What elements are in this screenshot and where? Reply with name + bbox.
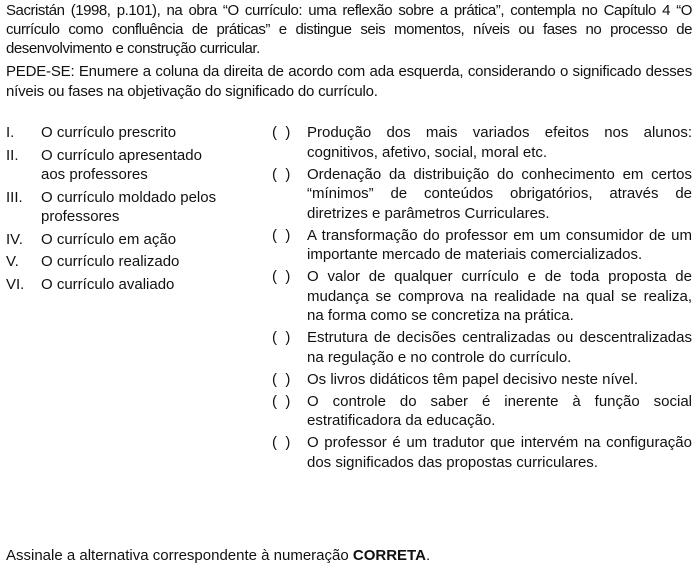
answer-blank[interactable]: ( ) <box>272 329 291 346</box>
left-item-6 <box>6 275 266 295</box>
item-text: O currículo prescrito <box>41 124 177 141</box>
footer-emphasis: CORRETA <box>352 547 426 564</box>
right-column-list <box>272 123 692 475</box>
answer-blank[interactable]: ( ) <box>272 370 291 388</box>
item-text: Produção dos mais variados efeitos nos alunos: cognitivos, afetivo, social, moral etc. <box>307 124 692 161</box>
right-item-5 <box>272 328 692 367</box>
left-item-4 <box>6 230 266 250</box>
right-item-6 <box>272 370 692 390</box>
item-text: O currículo realizado <box>41 253 180 270</box>
item-text: Estrutura de decisões centralizadas ou descentralizadas na regulação e no controle do currículo. <box>307 329 692 366</box>
item-text: Os livros didáticos têm papel decisivo neste nível. <box>307 370 638 388</box>
item-number: II. <box>6 146 19 164</box>
left-item-5 <box>6 252 266 272</box>
right-item-7 <box>272 392 692 431</box>
left-item-3 <box>6 188 266 227</box>
answer-blank[interactable]: ( ) <box>272 434 291 451</box>
footer-instruction <box>6 546 430 566</box>
right-item-2 <box>272 165 692 224</box>
left-column-list <box>6 123 266 297</box>
item-number: V. <box>6 253 19 270</box>
item-text: A transformação do professor em um consumidor de um importante mercado de materiais comercializados. <box>307 226 692 263</box>
item-text: O currículo em ação <box>41 230 177 248</box>
right-item-8 <box>272 433 692 472</box>
footer-end: . <box>425 547 431 564</box>
item-text: Ordenação da distribuição do conhecimento em certos “mínimos” de conteúdos obrigatórios, através de diretrizes e parâmetros Curriculares. <box>307 165 692 222</box>
answer-blank[interactable]: ( ) <box>272 165 291 183</box>
item-text: O controle do saber é inerente à função social estratificadora da educação. <box>307 392 692 429</box>
item-text: O currículo avaliado <box>41 275 175 293</box>
right-item-3 <box>272 226 692 265</box>
left-item-1 <box>6 123 266 143</box>
answer-blank[interactable]: ( ) <box>272 392 291 410</box>
item-number: I. <box>6 124 15 141</box>
item-number: IV. <box>6 230 23 248</box>
answer-blank[interactable]: ( ) <box>272 226 291 244</box>
item-text: O valor de qualquer currículo e de toda proposta de mudança se comprova na realidade na qual se realiza, na forma como se concretiza na prática. <box>307 268 692 324</box>
left-item-2 <box>6 146 266 185</box>
item-text: O currículo moldado pelos professores <box>41 188 217 225</box>
answer-blank[interactable]: ( ) <box>272 124 291 141</box>
right-item-1 <box>272 123 692 162</box>
item-number: VI. <box>6 275 25 293</box>
item-text: O currículo apresentado aos professores <box>41 146 202 183</box>
footer-text: Assinale a alternativa correspondente à numeração <box>6 547 353 564</box>
item-number: III. <box>6 188 23 206</box>
intro-paragraph: Sacristán (1998, p.101), na obra “O currículo: uma reflexão sobre a prática”, contempla no Capítulo 4 “O currículo como confluência de práticas” e distingue seis momentos, níveis ou fases no processo de desenvolvimento e construção curricular. <box>6 2 692 57</box>
answer-blank[interactable]: ( ) <box>272 268 291 285</box>
instruction-paragraph: PEDE-SE: Enumere a coluna da direita de acordo com ada esquerda, considerando o significado desses níveis ou fases na objetivação do significado do currículo. <box>6 63 692 100</box>
item-text: O professor é um tradutor que intervém na configuração dos significados das propostas curriculares. <box>307 434 692 471</box>
right-item-4 <box>272 267 692 326</box>
